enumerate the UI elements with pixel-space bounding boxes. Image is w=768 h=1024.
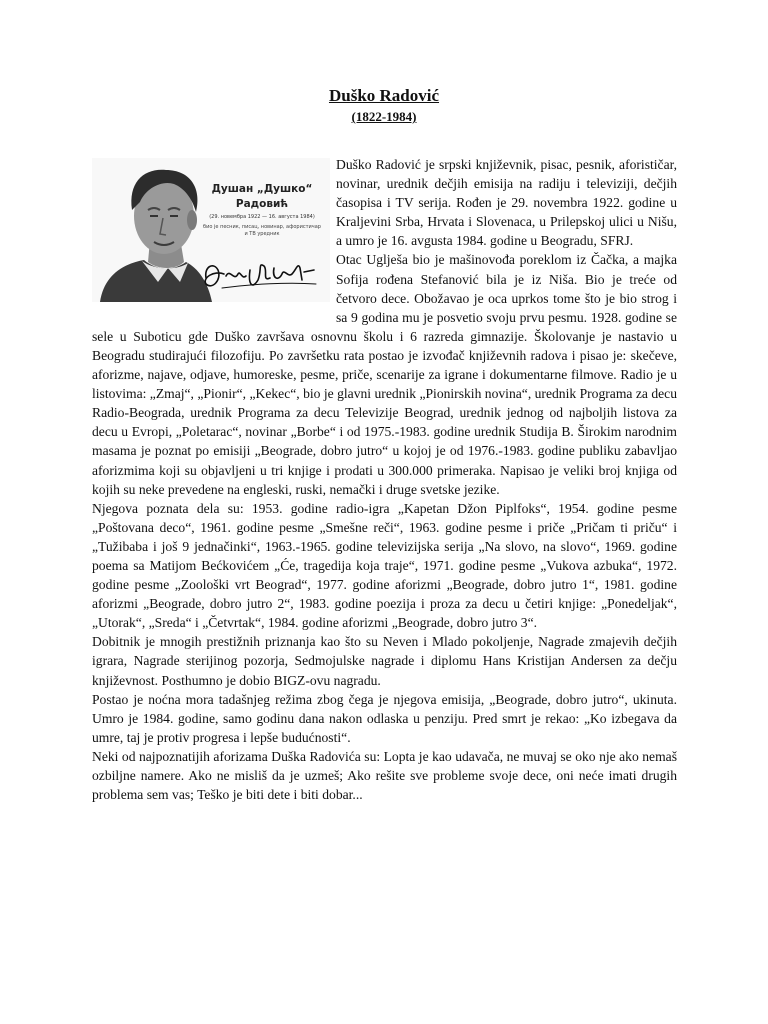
page-title: Duško Radović xyxy=(328,86,440,105)
paragraph-intro: Duško Radović je srpski književnik, pisac, pesnik, aforističar, novinar, urednik dečjih emisija na radiju i televiziji, dečjih časopisa i TV serija. Rođen je 29. novembra 1922. godine u Kraljevini Srba, Hrvata i Slovenaca, u Prilepskoj ulici u Nišu, a umro je 16. avgusta 1984. godine u Beogradu, SFRJ. xyxy=(336,157,677,249)
portrait-dates: (29. новембра 1922 — 16. августа 1984) xyxy=(209,214,315,220)
portrait-name-line1: Душан „Душко“ xyxy=(211,183,313,195)
paragraph-works: Njegova poznata dela su: 1953. godine radio-igra „Kapetan Džon Piplfoks“, 1954. godine pesme „Poštovana deco“, 1961. godine pesme „Smešne reči“, 1963. godine pesme i priče „Pričam ti priču“ i „Tužibaba i još 9 jednačinki“, 1963.-1965. godine televizijska serija „Na slovo, na slovo“, 1969. godine poema sa Matijom Bećkovićem „Će, tragedija koja traje“, 1971. godine pesme „Vukova azbuka“, 1972. godine pesme „Zoološki vrt Beograd“, 1977. godine aforizmi „Beograde, dobro jutro 1“, 1981. godine aforizmi „Beograde, dobro jutro 2“, 1983. godine poezija i proza za decu u četiri knjige: „Ponedeljak“, „Utorak“, „Sreda“ i „Četvrtak“, 1984. godine aforizmi „Beograde, dobro jutro 3“. xyxy=(92,500,677,631)
paragraph-biography: Otac Uglješa bio je mašinovođa poreklom iz Čačka, a majka Sofija rođena Stefanović bila je iz Niša. Bio je treće od četvoro dece. Obožavao je oca uprkos tome što je bio strog i sa 9 godina mu je posvetio svoju prvu pesmu. 1928. godine se sele u Suboticu gde Duško završava osnovnu školu i 6 razreda gimnazije. Školovanje je nastavio u Beogradu studirajući filozofiju. Po završetku rata postao je izvođač književnih radova i pisao je: skečeve, aforizme, najave, odjave, humoreske, pesme, priče, scenarije za igrane i dokumentarne filmove. Radio je u listovima: „Zmaj“, „Pionir“, „Kekec“, bio je glavni urednik „Pionirskih novina“, urednik Programa za decu Radio-Beograda, urednik Programa za decu Televizije Beograd, urednik jednog od najboljih listova za decu u Evropi, „Poletarac“, novinar „Borbe“ i od 1975.-1983. godine urednik Studija B. Širokim narodnim masama je poznat po emisiji „Beograde, dobro jutro“ u kojoj je od 1976.-1983. godine publiku zabavljao aforizmima koji su objavljeni u tri knjige i prodati u 300.000 primeraka. Napisao je veliki broj knjiga od kojih su neke prevedene na engleski, ruski, nemački i druge svetske jezike. xyxy=(92,252,677,497)
article-body xyxy=(92,155,677,804)
portrait-name-line2: Радовић xyxy=(235,198,289,210)
portrait-desc-line2: и ТВ уредник xyxy=(244,231,280,237)
paragraph-later-life: Postao je noćna mora tadašnjeg režima zbog čega je njegova emisija, „Beograde, dobro jutro“, ukinuta. Umro je 1984. godine, samo godinu dana nakon odlaska u penziju. Pred smrt je rekao: „Ko izbegava da umre, taj je protiv progresa i lepše budućnosti“. xyxy=(92,691,677,745)
paragraph-aphorisms: Neki od najpoznatijih aforizama Duška Radovića su: Lopta je kao udavača, ne muvaj se oko nje ako nemaš ozbiljne namere. Ako ne misliš da je uzmeš; Ako rešite sve probleme svoje dece, oni neće imati drugih problema sem vas; Teško je biti dete i biti dobar... xyxy=(92,748,677,803)
portrait-float-spacer xyxy=(92,155,336,309)
paragraph-awards: Dobitnik je mnogih prestižnih priznanja kao što su Neven i Mlado pokoljenje, Nagrade zmajevih dečjih igrara, Nagrade sterijinog pozorja, Sedmojulske nagrade i diplomu Hans Kristijan Andersen za dečju književnost. Posthumno je dobio BIGZ-ovu nagradu. xyxy=(92,634,677,688)
portrait-desc-line1: био је песник, писац, новинар, афористичар xyxy=(203,224,321,230)
page-subtitle-years: (1822-1984) xyxy=(351,109,417,124)
